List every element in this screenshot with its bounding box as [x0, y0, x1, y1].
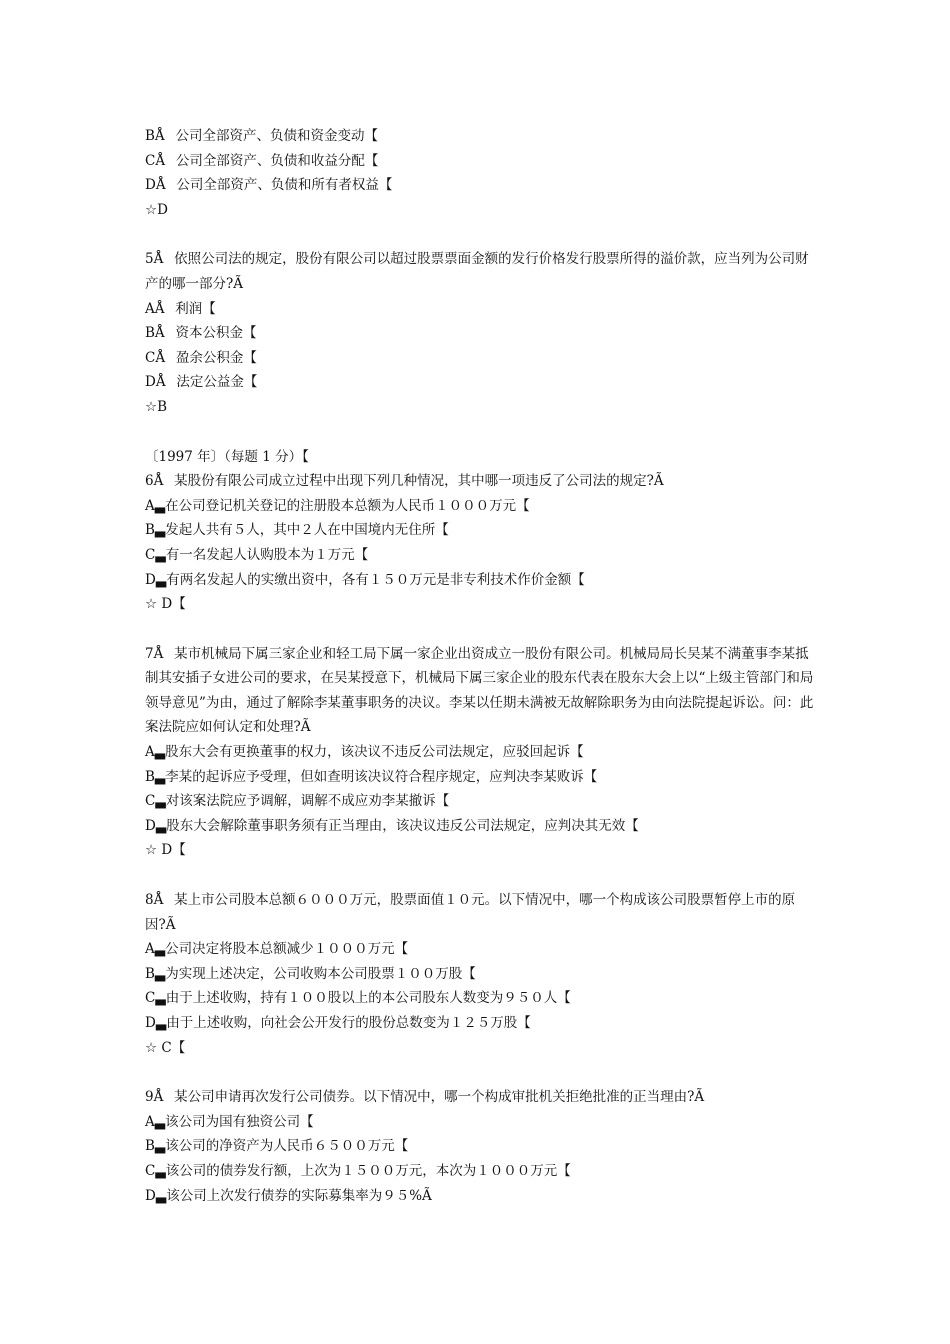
- option-d: DÅ法定公益金【: [145, 374, 258, 391]
- section-heading: 〔1997 年〕（每题 1 分）【: [145, 448, 309, 465]
- answer: ☆B: [145, 398, 168, 415]
- question-5: [145, 247, 815, 419]
- question-6-title: 6Å某股份有限公司成立过程中出现下列几种情况，其中哪一项违反了公司法的规定?Ã: [145, 473, 664, 490]
- option-c: C▃该公司的债券发行额，上次为１５００万元，本次为１０００万元【: [145, 1162, 571, 1179]
- option-a: A▃该公司为国有独资公司【: [145, 1113, 314, 1130]
- option-c: CÅ公司全部资产、负债和收益分配【: [145, 152, 379, 169]
- question-9-title: 9Å某公司申请再次发行公司债券。以下情况中，哪一个构成审批机关拒绝批准的正当理由?Ã: [145, 1089, 705, 1106]
- option-c: C▃由于上述收购，持有１００股以上的本公司股东人数变为９５０人【: [145, 990, 571, 1007]
- question-4-options: [145, 124, 815, 222]
- question-5-title: 5Å依照公司法的规定，股份有限公司以超过股票票面金额的发行价格发行股票所得的溢价款，应当列为公司财产的哪一部分?Ã: [145, 251, 809, 292]
- section-1997: [145, 445, 815, 617]
- option-b: B▃李某的起诉应予受理，但如查明该决议符合程序规定，应判决李某败诉【: [145, 768, 598, 785]
- option-d: D▃由于上述收购，向社会公开发行的股份总数变为１２５万股【: [145, 1015, 531, 1031]
- option-d: D▃该公司上次发行债券的实际募集率为９５%Ã: [145, 1187, 432, 1204]
- document-page: [145, 124, 815, 1208]
- answer: ☆D: [145, 201, 168, 218]
- question-8: [145, 888, 815, 1060]
- option-b: BÅ公司全部资产、负债和资金变动【: [145, 128, 378, 144]
- option-b: BÅ资本公积金【: [145, 325, 257, 342]
- question-7-title: 7Å某市机械局下属三家企业和轻工局下属一家企业出资成立一股份有限公司。机械局局长吴某不满董事李某抵制其安插子女进公司的要求，在吴某授意下，机械局下属三家企业的股东代表在股东大会上以“上级主管部门和局领导意见”为由，通过了解除李某董事职务的决议。李某以任期未满被无故解除职务为由向法院提起诉讼。问：此案法院应如何认定和处理?Ã: [145, 645, 814, 736]
- option-d: DÅ公司全部资产、负债和所有者权益【: [145, 177, 393, 194]
- question-7: [145, 642, 815, 863]
- option-c: C▃对该案法院应予调解，调解不成应劝李某撤诉【: [145, 793, 450, 810]
- option-a: A▃公司决定将股本总额减少１０００万元【: [145, 941, 409, 958]
- option-a: A▃股东大会有更换董事的权力，该决议不违反公司法规定，应驳回起诉【: [145, 744, 584, 761]
- option-b: B▃该公司的净资产为人民币６５００万元【: [145, 1138, 409, 1155]
- option-a: A▃在公司登记机关登记的注册股本总额为人民币１０００万元【: [145, 497, 530, 514]
- option-c: CÅ盈余公积金【: [145, 349, 257, 366]
- answer: ☆ D【: [145, 596, 186, 613]
- option-d: D▃有两名发起人的实缴出资中，各有１５０万元是非专利技术作价金额【: [145, 571, 585, 588]
- question-9: [145, 1085, 815, 1208]
- answer: ☆ C【: [145, 1039, 186, 1056]
- question-8-title: 8Å某上市公司股本总额６０００万元，股票面值１０元。以下情况中，哪一个构成该公司股票暂停上市的原因?Ã: [145, 892, 796, 933]
- option-d: D▃股东大会解除董事职务须有正当理由，该决议违反公司法规定，应判决其无效【: [145, 817, 639, 834]
- option-c: C▃有一名发起人认购股本为１万元【: [145, 546, 369, 563]
- option-a: AÅ利润【: [145, 300, 216, 317]
- option-b: B▃为实现上述决定，公司收购本公司股票１００万股【: [145, 965, 476, 982]
- option-b: B▃发起人共有５人，其中２人在中国境内无住所【: [145, 522, 449, 539]
- answer: ☆ D【: [145, 842, 186, 859]
